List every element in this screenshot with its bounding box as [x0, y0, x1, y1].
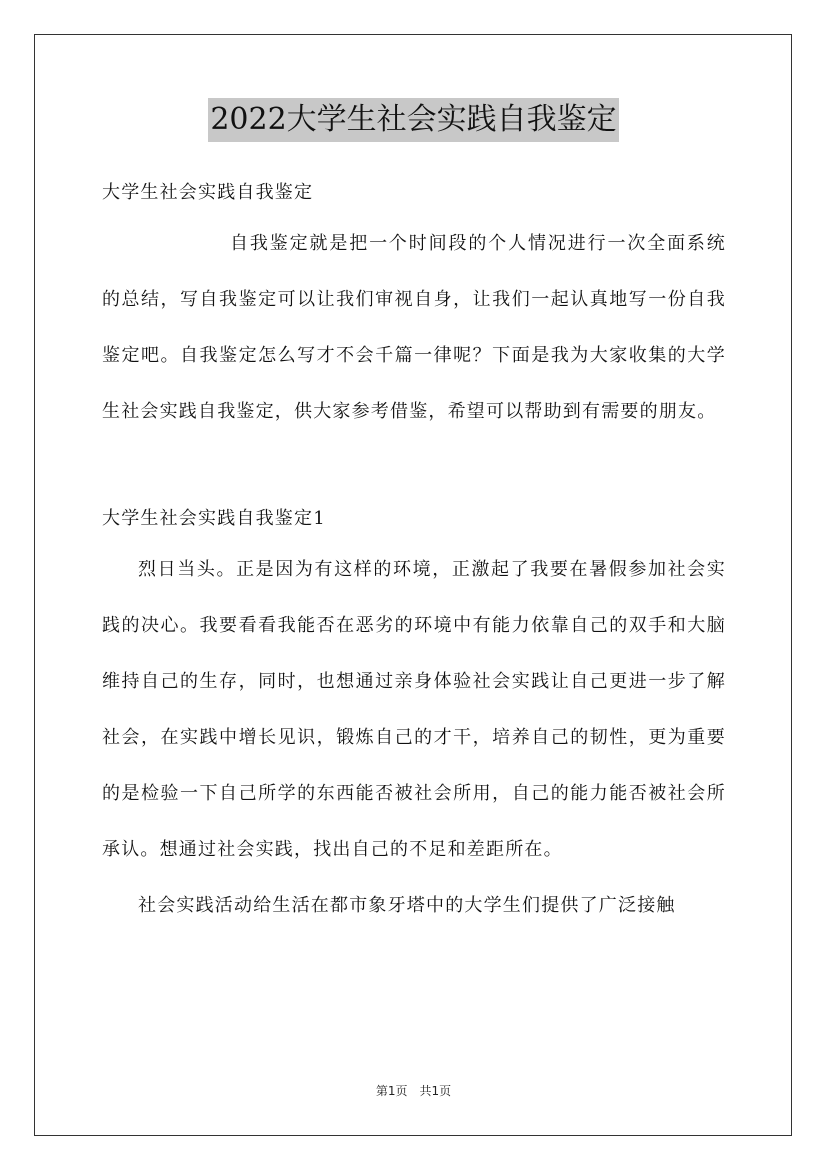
section1-paragraph-1: 烈日当头。正是因为有这样的环境，正激起了我要在暑假参加社会实践的决心。我要看看我能否在恶劣的环境中有能力依靠自己的双手和大脑维持自己的生存，同时，也想通过亲身体验社会实践让自己更进一步了解社会，在实践中增长见识，锻炼自己的才干，培养自己的韧性，更为重要的是检验一下自己所学的东西能否被社会所用，自己的能力能否被社会所承认。想通过社会实践，找出自己的不足和差距所在。 — [102, 559, 726, 860]
title-container — [0, 98, 827, 142]
section-spacer — [102, 440, 726, 496]
section1-heading: 大学生社会实践自我鉴定1 — [102, 508, 326, 529]
intro-heading: 大学生社会实践自我鉴定 — [102, 182, 314, 203]
intro-paragraph: 自我鉴定就是把一个时间段的个人情况进行一次全面系统的总结，写自我鉴定可以让我们审视自身，让我们一起认真地写一份自我鉴定吧。自我鉴定怎么写才不会千篇一律呢？下面是我为大家收集的大学生社会实践自我鉴定，供大家参考借鉴，希望可以帮助到有需要的朋友。 — [102, 233, 726, 422]
section1-paragraph-2: 社会实践活动给生活在都市象牙塔中的大学生们提供了广泛接触 — [138, 895, 676, 916]
document-title: 2022大学生社会实践自我鉴定 — [208, 98, 618, 142]
page-number-label: 第1页 共1页 — [375, 1084, 452, 1098]
document-body — [102, 170, 726, 934]
page-footer — [0, 1082, 827, 1099]
